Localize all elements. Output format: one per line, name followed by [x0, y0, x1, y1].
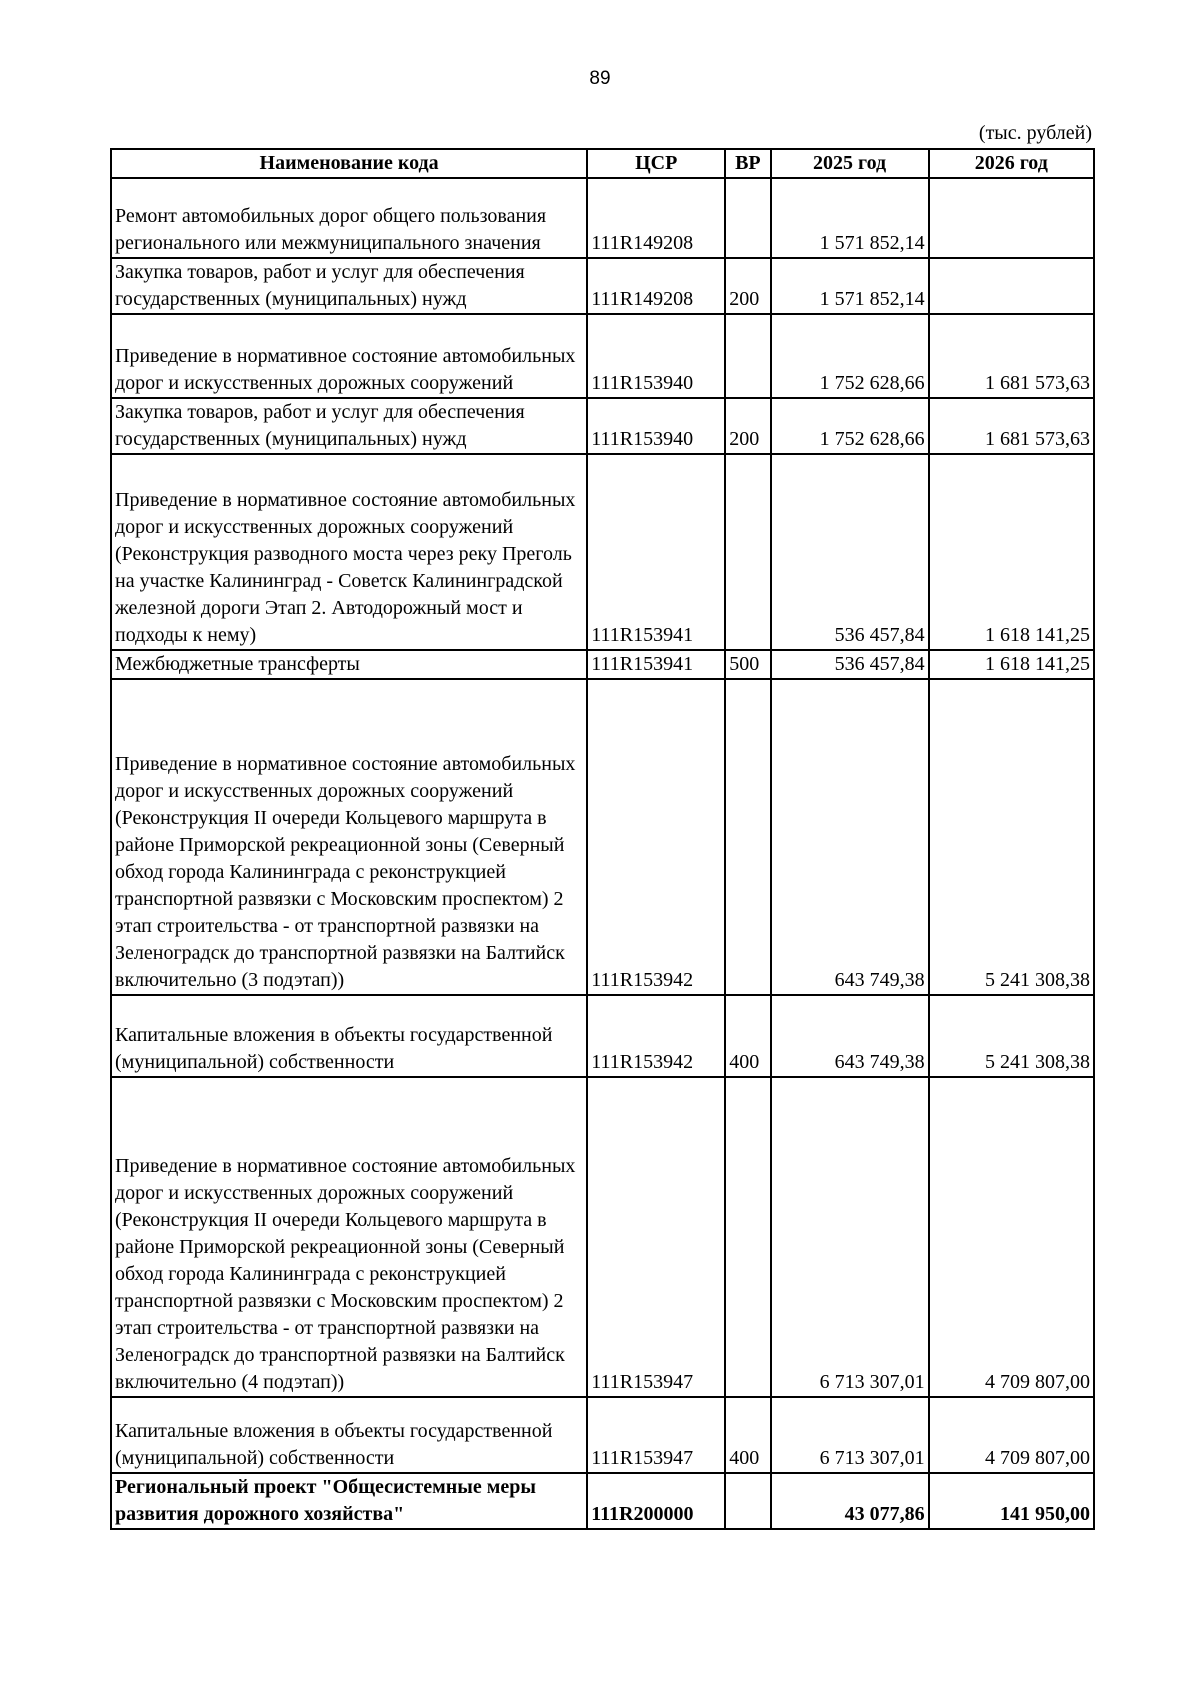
row-csr: 111R153942 — [587, 679, 725, 995]
row-2025: 1 752 628,66 — [771, 314, 929, 398]
row-2025: 643 749,38 — [771, 679, 929, 995]
row-2026: 1 681 573,63 — [929, 314, 1094, 398]
row-csr: 111R149208 — [587, 178, 725, 258]
page-number: 89 — [589, 68, 611, 89]
row-vr: 400 — [725, 995, 770, 1077]
row-csr: 111R153940 — [587, 398, 725, 454]
row-2026 — [929, 258, 1094, 314]
row-2025: 1 752 628,66 — [771, 398, 929, 454]
row-2025: 1 571 852,14 — [771, 258, 929, 314]
row-name: Приведение в нормативное состояние автомобильных дорог и искусственных дорожных сооружений (Реконструкция II очереди Кольцевого маршрута в районе Приморской рекреационной зоны (Северный обход города Калининграда с реконструкцией транспортной развязки с Московским проспектом) 2 этап строительства - от транспортной развязки на Зеленоградск до транспортной развязки на Балтийск включительно (3 подэтап)) — [111, 679, 587, 995]
row-vr: 500 — [725, 650, 770, 679]
table-row — [111, 314, 1094, 398]
row-name: Капитальные вложения в объекты государственной (муниципальной) собственности — [111, 1397, 587, 1473]
row-vr — [725, 178, 770, 258]
row-2025: 643 749,38 — [771, 995, 929, 1077]
row-2025: 536 457,84 — [771, 454, 929, 650]
row-name: Ремонт автомобильных дорог общего пользования регионального или межмуниципального значения — [111, 178, 587, 258]
row-csr: 111R153947 — [587, 1397, 725, 1473]
row-vr — [725, 1473, 770, 1529]
row-vr: 200 — [725, 258, 770, 314]
row-vr: 400 — [725, 1397, 770, 1473]
row-vr — [725, 314, 770, 398]
row-csr: 111R153947 — [587, 1077, 725, 1397]
row-vr — [725, 1077, 770, 1397]
row-2025: 43 077,86 — [771, 1473, 929, 1529]
table-row — [111, 995, 1094, 1077]
row-2026: 4 709 807,00 — [929, 1077, 1094, 1397]
row-2026: 141 950,00 — [929, 1473, 1094, 1529]
row-name: Приведение в нормативное состояние автомобильных дорог и искусственных дорожных сооружений (Реконструкция разводного моста через реку Преголь на участке Калининград - Советск Калининградской железной дороги Этап 2. Автодорожный мост и подходы к нему) — [111, 454, 587, 650]
table-row — [111, 398, 1094, 454]
row-name: Закупка товаров, работ и услуг для обеспечения государственных (муниципальных) нужд — [111, 258, 587, 314]
row-csr: 111R153940 — [587, 314, 725, 398]
table-row — [111, 1397, 1094, 1473]
header-vr: ВР — [725, 149, 770, 178]
budget-table — [110, 148, 1095, 1530]
row-name: Региональный проект "Общесистемные меры развития дорожного хозяйства" — [111, 1473, 587, 1529]
table-row — [111, 650, 1094, 679]
row-2026: 4 709 807,00 — [929, 1397, 1094, 1473]
row-vr: 200 — [725, 398, 770, 454]
table-row — [111, 178, 1094, 258]
row-2026: 5 241 308,38 — [929, 679, 1094, 995]
table-row — [111, 679, 1094, 995]
row-2026: 1 618 141,25 — [929, 650, 1094, 679]
table-row — [111, 258, 1094, 314]
row-csr: 111R200000 — [587, 1473, 725, 1529]
table-row — [111, 1077, 1094, 1397]
row-csr: 111R153941 — [587, 454, 725, 650]
row-name: Приведение в нормативное состояние автомобильных дорог и искусственных дорожных сооружений — [111, 314, 587, 398]
table-row — [111, 1473, 1094, 1529]
units-label: (тыс. рублей) — [978, 122, 1092, 144]
row-csr: 111R153942 — [587, 995, 725, 1077]
row-csr: 111R149208 — [587, 258, 725, 314]
row-name: Капитальные вложения в объекты государственной (муниципальной) собственности — [111, 995, 587, 1077]
header-2025: 2025 год — [771, 149, 929, 178]
row-vr — [725, 454, 770, 650]
table-header-row — [111, 149, 1094, 178]
row-2025: 1 571 852,14 — [771, 178, 929, 258]
row-name: Приведение в нормативное состояние автомобильных дорог и искусственных дорожных сооружений (Реконструкция II очереди Кольцевого маршрута в районе Приморской рекреационной зоны (Северный обход города Калининграда с реконструкцией транспортной развязки с Московским проспектом) 2 этап строительства - от транспортной развязки на Зеленоградск до транспортной развязки на Балтийск включительно (4 подэтап)) — [111, 1077, 587, 1397]
row-2026: 1 618 141,25 — [929, 454, 1094, 650]
row-name: Межбюджетные трансферты — [111, 650, 587, 679]
header-2026: 2026 год — [929, 149, 1094, 178]
row-2025: 536 457,84 — [771, 650, 929, 679]
header-csr: ЦСР — [587, 149, 725, 178]
row-csr: 111R153941 — [587, 650, 725, 679]
row-2026: 5 241 308,38 — [929, 995, 1094, 1077]
row-2025: 6 713 307,01 — [771, 1077, 929, 1397]
row-2025: 6 713 307,01 — [771, 1397, 929, 1473]
row-2026: 1 681 573,63 — [929, 398, 1094, 454]
table-row — [111, 454, 1094, 650]
row-name: Закупка товаров, работ и услуг для обеспечения государственных (муниципальных) нужд — [111, 398, 587, 454]
row-vr — [725, 679, 770, 995]
row-2026 — [929, 178, 1094, 258]
header-name: Наименование кода — [111, 149, 587, 178]
